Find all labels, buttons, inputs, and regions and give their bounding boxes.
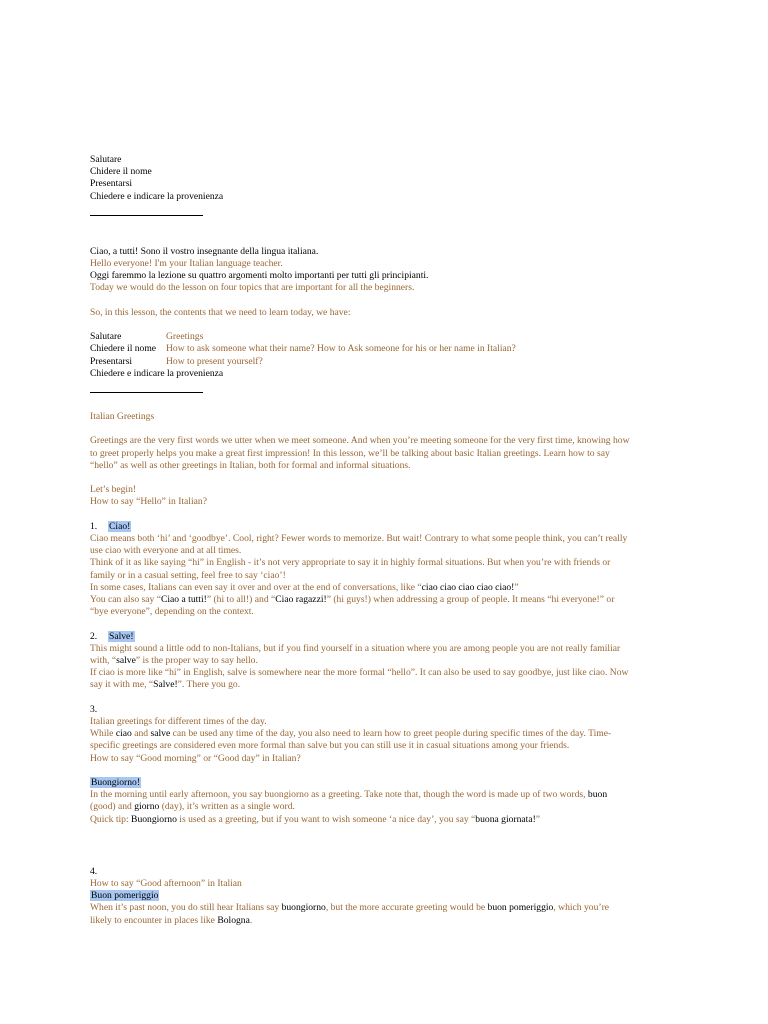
item-number: 4. <box>90 865 98 877</box>
topic-english: Greetings <box>166 331 204 343</box>
paragraph-line: likely to encounter in places like Bologna. <box>90 914 253 926</box>
paragraph-line: When it’s past noon, you do still hear Italians say buongiorno, but the more accurate greeting would be buon pomeriggio, which you’re <box>90 902 610 914</box>
toc-item: Presentarsi <box>90 178 133 190</box>
paragraph-line: Quick tip: Buongiorno is used as a greeting, but if you want to wish someone ‘a nice day’, you say “buona giornata!” <box>90 813 541 825</box>
intro-italian-line: Ciao, a tutti! Sono il vostro insegnante della lingua italiana. <box>90 245 319 257</box>
intro-english-line: Hello everyone! I'm your Italian language teacher. <box>90 258 283 270</box>
italian-phrase: buona giornata! <box>475 813 536 825</box>
paragraph-line: say it with me, “Salve!”. There you go. <box>90 679 241 691</box>
how-to-say-hello: How to say “Hello” in Italian? <box>90 496 207 508</box>
paragraph-line: If ciao is more like “hi” in English, salve is somewhere near the more formal “hello”. It can also be used to say goodbye, just like ciao. Now <box>90 667 629 679</box>
paragraph-line: You can also say “Ciao a tutti!” (hi to all!) and “Ciao ragazzi!” (hi guys!) when addressing a group of people. It means “hi everyone!” or <box>90 594 615 606</box>
item-number: 3. <box>90 703 98 715</box>
intro <box>90 246 690 319</box>
topic-row <box>90 331 690 343</box>
italian-phrase: salve <box>150 728 171 740</box>
paragraph-line: to greet properly helps you make a great first impression! In this lesson, we’ll be talking about basic Italian greetings. Learn how to say <box>90 447 610 459</box>
topic-italian: Presentarsi <box>90 355 133 367</box>
paragraph-line: “bye everyone”, depending on the context. <box>90 606 254 618</box>
paragraph-line: use ciao with everyone and at all times. <box>90 545 242 557</box>
section-intro-paragraph <box>90 435 690 472</box>
paragraph-line: Think of it as like saying “hi” in English - it’s not very appropriate to say it in highly formal situations. But when you’re with friends or <box>90 557 611 569</box>
topic-row <box>90 343 690 355</box>
paragraph-line: While ciao and salve can be used any time of the day, you also need to learn how to greet people during specific times of the day. Time- <box>90 728 612 740</box>
paragraph-line: How to say “Good morning” or “Good day” in Italian? <box>90 752 301 764</box>
paragraph-line: Ciao means both ‘hi’ and ‘goodbye’. Cool, right? Fewer words to memorize. But wait! Contrary to what some people think, you can’t really <box>90 533 628 544</box>
greeting-afternoon <box>90 866 690 927</box>
document-body <box>90 154 690 927</box>
topic-english: How to ask someone what their name? How to Ask someone for his or her name in Italian? <box>166 343 516 355</box>
italian-phrase: buon <box>587 789 608 801</box>
topic-italian: Salutare <box>90 331 122 343</box>
divider <box>90 392 203 393</box>
italian-phrase: Bologna <box>217 914 250 926</box>
topic-list <box>90 331 690 380</box>
intro-english-line: So, in this lesson, the contents that we need to learn today, we have: <box>90 306 351 318</box>
begin-line: Let’s begin! <box>90 484 137 496</box>
italian-phrase: giorno <box>134 801 160 813</box>
table-of-contents <box>90 154 690 203</box>
paragraph-line: with, “salve” is the proper way to say hello. <box>90 655 258 667</box>
greeting-ciao <box>90 521 690 619</box>
item-number: 2. <box>90 630 98 642</box>
highlighted-word: Ciao! <box>109 520 131 532</box>
topic-italian: Chiedere il nome <box>90 343 157 355</box>
section-title: Italian Greetings <box>90 411 155 423</box>
paragraph-line: In some cases, Italians can even say it over and over at the end of conversations, like “ciao ciao ciao ciao ciao!” <box>90 581 519 593</box>
paragraph-line: How to say “Good afternoon” in Italian <box>90 878 242 890</box>
highlighted-word: Salve! <box>109 630 134 642</box>
topic-english: How to present yourself? <box>166 355 263 367</box>
paragraph-line: (good) and giorno (day), it’s written as a single word. <box>90 801 295 813</box>
italian-phrase: ciao <box>115 728 132 740</box>
toc-item: Chidere il nome <box>90 166 152 178</box>
italian-phrase: ciao ciao ciao ciao ciao! <box>421 581 515 593</box>
italian-phrase: Buongiorno <box>131 813 177 825</box>
italian-phrase: Ciao ragazzi! <box>275 594 327 606</box>
paragraph-line: specific greetings are considered even more formal than salve but you can still use it in casual situations among your friends. <box>90 740 570 752</box>
italian-phrase: buon pomeriggio <box>487 902 554 914</box>
greeting-salve <box>90 631 690 692</box>
paragraph-line: “hello” as well as other greetings in Italian, both for formal and informal situations. <box>90 459 411 471</box>
divider <box>90 215 203 216</box>
italian-phrase: buongiorno <box>281 902 326 914</box>
paragraph-line: Italian greetings for different times of the day. <box>90 716 267 728</box>
topic-italian: Chiedere e indicare la provenienza <box>90 367 224 379</box>
topic-row <box>90 368 690 380</box>
italian-phrase: salve <box>116 655 136 667</box>
greeting-times-of-day <box>90 704 690 826</box>
intro-italian-line: Oggi faremmo la lezione su quattro argomenti molto importanti per tutti gli principianti. <box>90 270 429 282</box>
highlighted-word: Buon pomeriggio <box>91 890 159 902</box>
paragraph-line: In the morning until early afternoon, you say buongiorno as a greeting. Take note that, though the word is made up of two words, buon <box>90 789 608 801</box>
paragraph-line: family or in a casual setting, feel free to say ‘ciao’! <box>90 569 286 581</box>
greetings-section <box>90 411 690 927</box>
item-number: 1. <box>90 520 98 532</box>
paragraph-line: This might sound a little odd to non-Italians, but if you find yourself in a situation where you are among people you are not really familiar <box>90 642 621 654</box>
toc-item: Salutare <box>90 154 122 165</box>
intro-english-line: Today we would do the lesson on four topics that are important for all the beginners. <box>90 282 415 294</box>
toc-item: Chiedere e indicare la provenienza <box>90 190 224 202</box>
topic-row <box>90 356 690 368</box>
italian-phrase: Ciao a tutti! <box>160 594 207 606</box>
italian-phrase: Salve! <box>153 679 178 691</box>
highlighted-word: Buongiorno! <box>91 777 141 789</box>
paragraph-line: Greetings are the very first words we utter when we meet someone. And when you’re meeting someone for the very first time, knowing how <box>90 435 630 447</box>
